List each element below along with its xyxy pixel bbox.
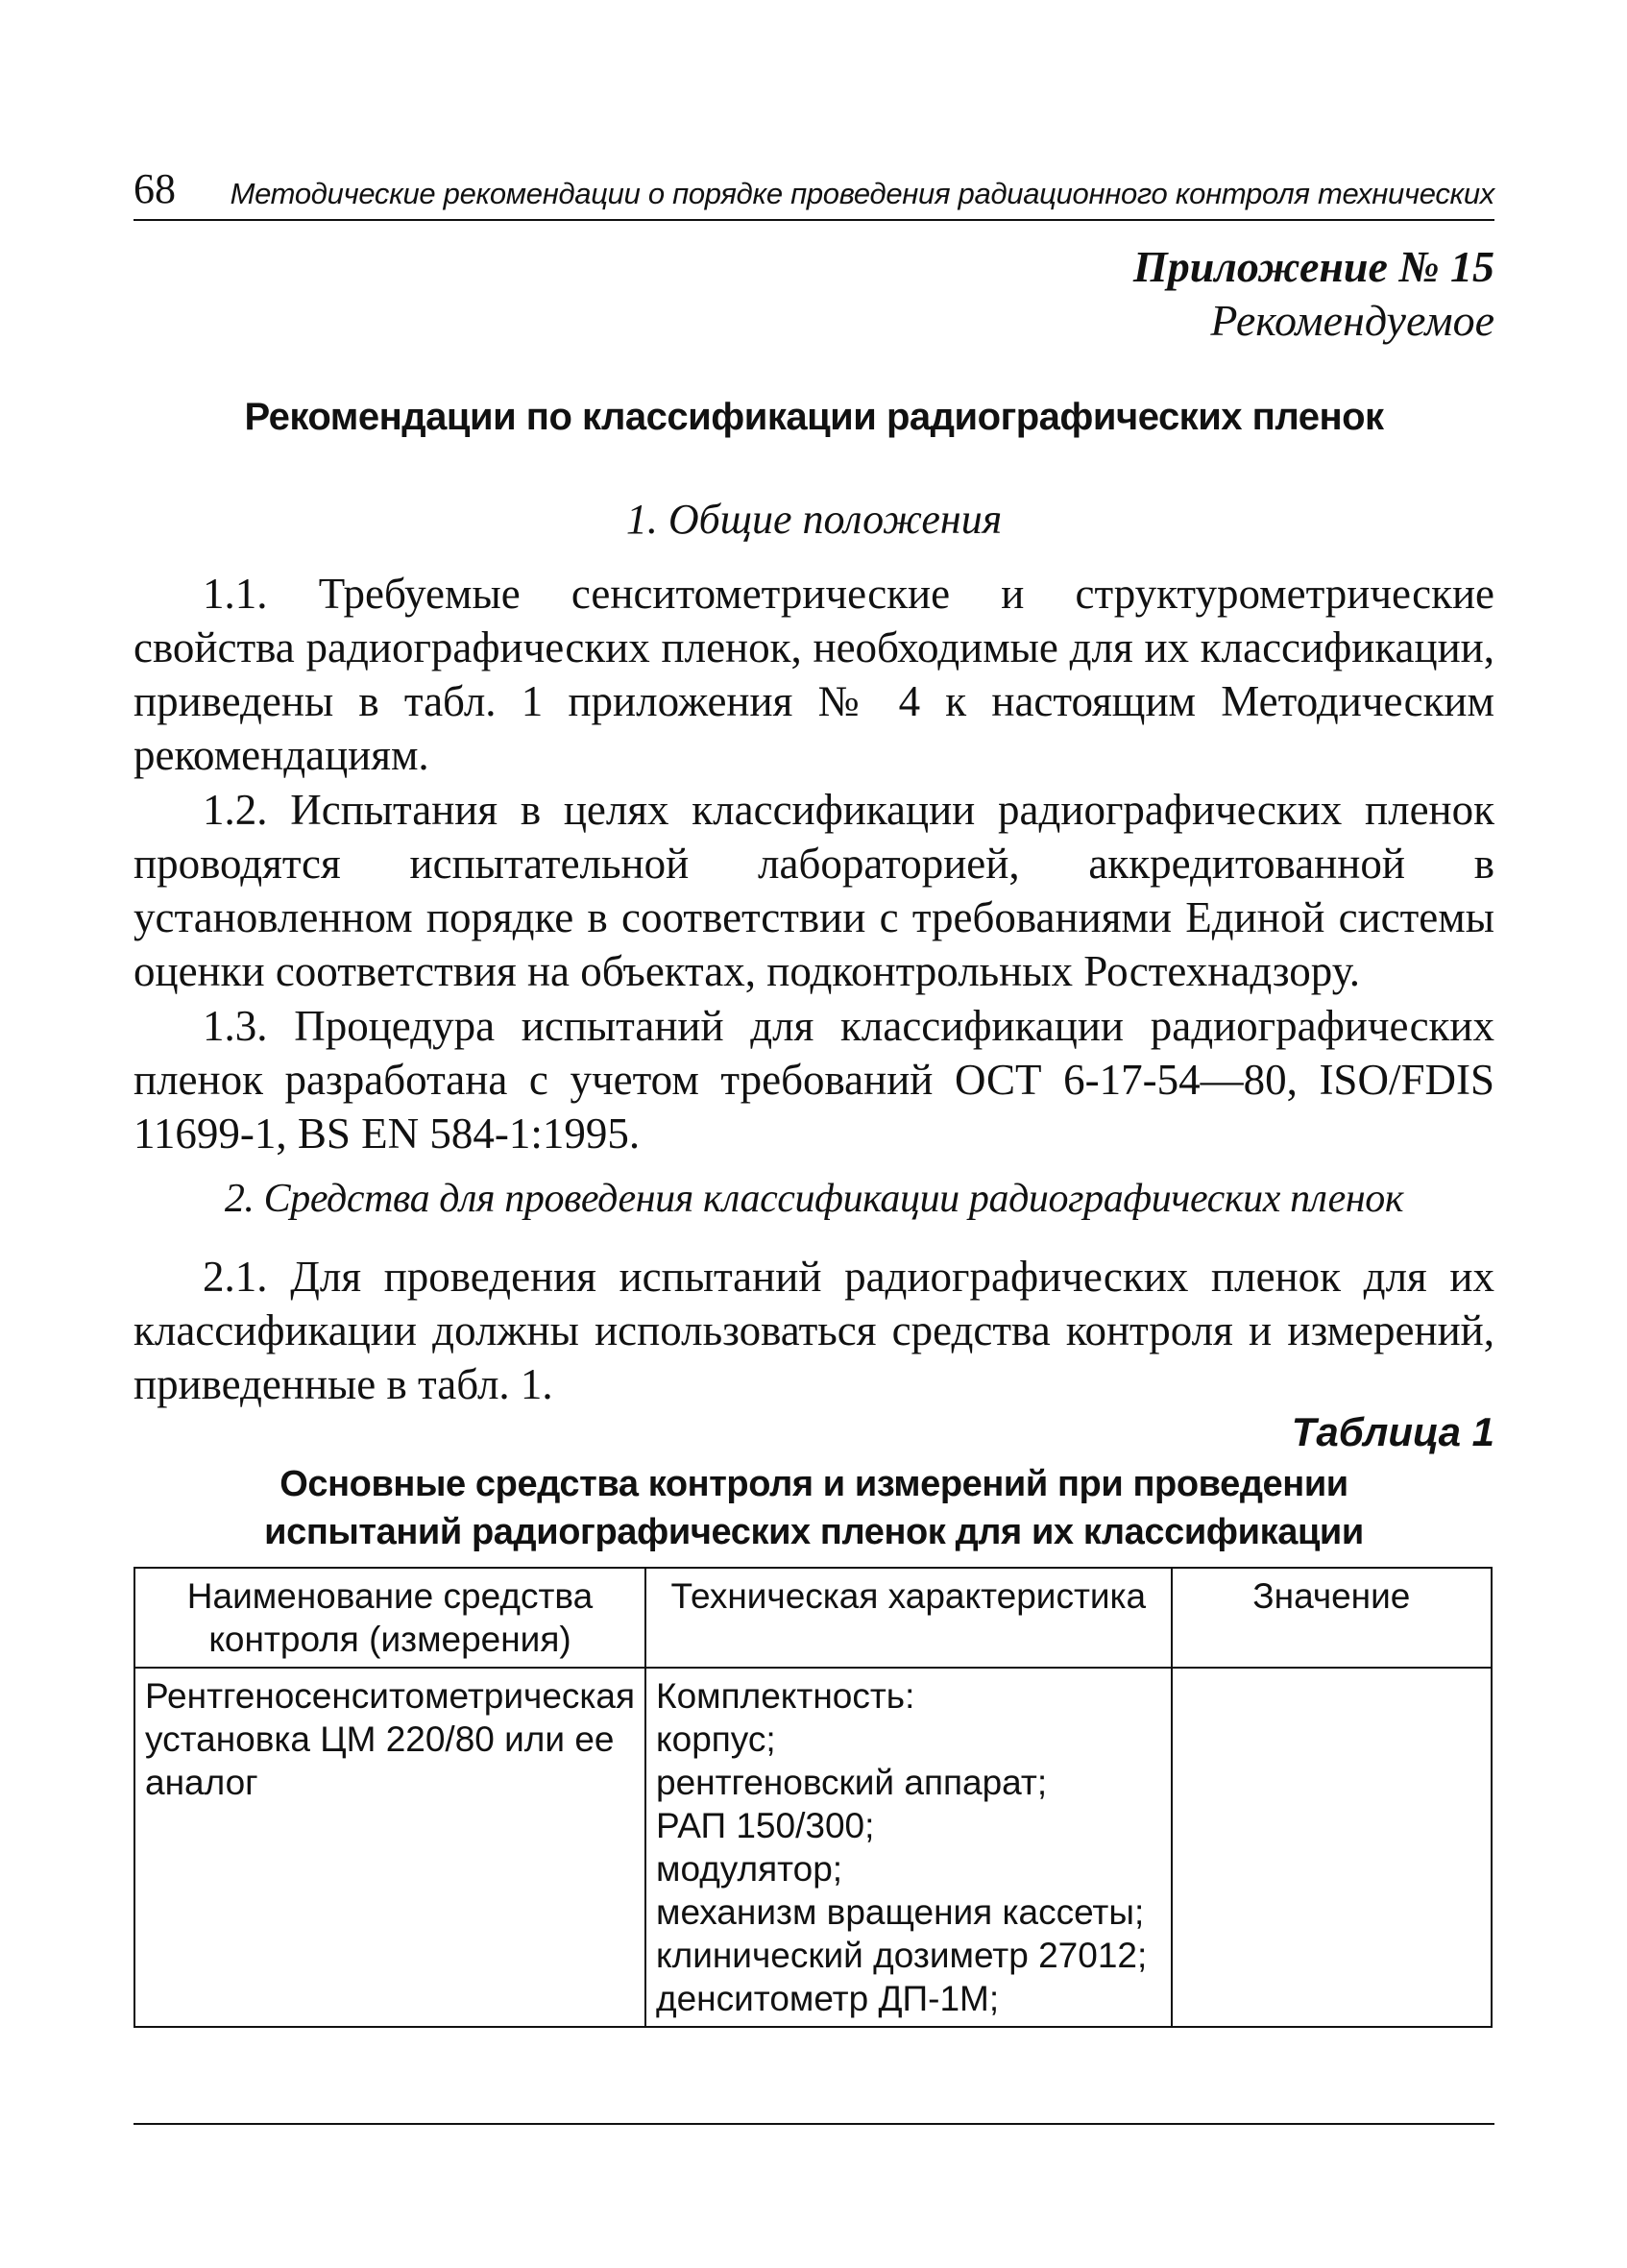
paragraph-1-2: 1.2. Испытания в целях классификации радиографических пленок проводятся испытательной лабораторией, аккредитованной в установленном порядке в соответствии с требованиями Единой системы оценки соответствия на объектах, подконтрольных Ростехнадзору. — [134, 786, 1494, 995]
section-2-heading: 2. Средства для проведения классификации радиографических пленок — [224, 1177, 1404, 1221]
equipment-table — [134, 1567, 1493, 2028]
paragraph-1-3: 1.3. Процедура испытаний для классификации радиографических пленок разработана с учетом требований ОСТ 6-17-54—80, ISO/FDIS 11699-1, BS EN 584-1:1995. — [134, 1002, 1494, 1158]
running-header — [134, 161, 1494, 221]
document-title: Рекомендации по классификации радиографических пленок — [244, 396, 1384, 438]
appendix-label — [1133, 240, 1494, 348]
characteristic-line: денситометр ДП-1М; — [656, 1979, 1000, 2018]
paragraph-1-1: 1.1. Требуемые сенситометрические и структурометрические свойства радиографических пленок, необходимые для их классификации, приведены в табл. 1 приложения № 4 к настоящим Методическим рекомендациям. — [134, 570, 1494, 779]
bottom-rule — [134, 2123, 1494, 2125]
table-title — [134, 1460, 1494, 1556]
table-title-line-1: Основные средства контроля и измерений при проведении — [279, 1464, 1348, 1504]
characteristic-line: рентгеновский аппарат; — [656, 1763, 1048, 1802]
table-title-line-2: испытаний радиографических пленок для их классификации — [264, 1512, 1364, 1552]
page-number: 68 — [134, 165, 176, 212]
characteristic-line: Комплектность: — [656, 1676, 915, 1716]
appendix-kind: Рекомендуемое — [1210, 296, 1494, 345]
characteristic-line: корпус; — [656, 1719, 776, 1759]
paragraph-2-1: 2.1. Для проведения испытаний радиографических пленок для их классификации должны использоваться средства контроля и измерений, приведенные в табл. 1. — [134, 1253, 1494, 1408]
characteristic-line: модулятор; — [656, 1849, 843, 1889]
appendix-number: Приложение № 15 — [1132, 242, 1494, 291]
header-characteristic: Техническая характеристика — [645, 1568, 1172, 1668]
header-name: Наименование средства контроля (измерения) — [134, 1568, 645, 1668]
characteristic-line: клинический дозиметр 27012; — [656, 1936, 1148, 1975]
row-1-value — [1172, 1668, 1492, 2027]
header-value: Значение — [1172, 1568, 1492, 1668]
row-1-characteristic — [645, 1668, 1172, 2027]
characteristic-line: механизм вращения кассеты; — [656, 1892, 1145, 1932]
table-row — [134, 1668, 1492, 2027]
table-label: Таблица 1 — [1291, 1409, 1494, 1454]
running-title: Методические рекомендации о порядке проведения радиационного контроля технических — [230, 177, 1494, 210]
characteristic-line: РАП 150/300; — [656, 1806, 875, 1845]
section-1-heading: 1. Общие положения — [625, 496, 1003, 543]
table-header-row — [134, 1568, 1492, 1668]
row-1-name: Рентгеносенситометрическая установка ЦМ 220/80 или ее аналог — [134, 1668, 645, 2027]
